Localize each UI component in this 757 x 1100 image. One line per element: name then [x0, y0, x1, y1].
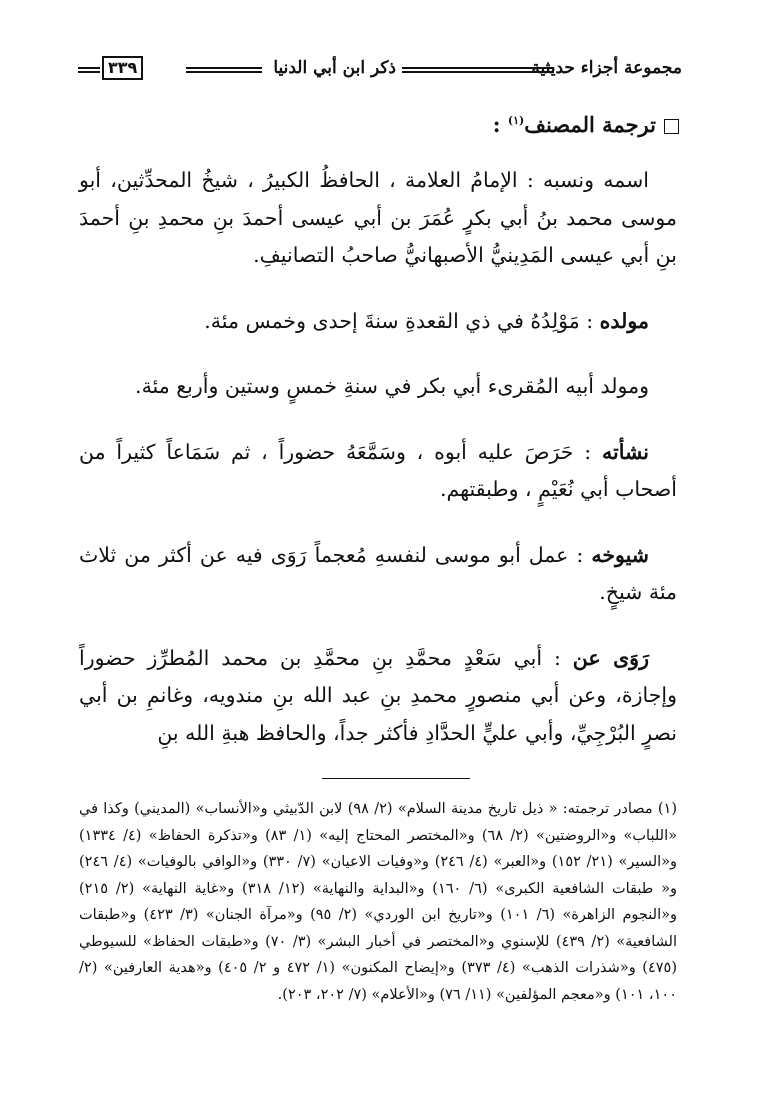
paragraph-narrated-from — [79, 640, 677, 753]
paragraph-upbringing — [79, 434, 677, 509]
paragraph-text: اسمه ونسبه : الإمامُ العلامة ، الحافظُ الكبيرُ ، شيخُ المحدِّثين، أبو موسى محمد بنُ أبي بكرٍ عُمَرَ بن أبي عيسى أحمدَ بنِ محمدِ بنِ أحمدَ بنِ أبي عيسى المَدِينيُّ الأصبهانيُّ صاحبُ التصانيفِ. — [79, 168, 677, 267]
section-heading — [79, 112, 679, 137]
book-title: مجموعة أجزاء حديثية — [531, 58, 682, 78]
main-text — [79, 162, 677, 752]
paragraph-name — [79, 162, 677, 275]
paragraph-text: : عمل أبو موسى لنفسهِ مُعجماً رَوَى فيه عن أكثر من ثلاث مئة شيخٍ. — [79, 542, 677, 604]
section-colon: : — [492, 112, 501, 137]
running-header — [78, 52, 682, 88]
checkbox-square-icon — [664, 119, 679, 134]
paragraph-label: نشأته — [602, 439, 649, 464]
chapter-title: ذكر ابن أبي الدنيا — [273, 58, 396, 78]
header-rule — [78, 67, 100, 73]
paragraph-text: ومولد أبيه المُقرىء أبي بكر في سنةِ خمسٍ وستين وأربع مئة. — [135, 374, 649, 398]
footnote-separator — [322, 778, 470, 779]
footnote — [79, 796, 677, 1008]
page-number: ٣٣٩ — [102, 56, 143, 80]
header-rule — [186, 67, 262, 73]
paragraph-teachers — [79, 537, 677, 612]
footnote-marker: (١) — [507, 114, 525, 127]
paragraph-text: : حَرَصَ عليه أبوه ، وسَمَّعَهُ حضوراً ، ثم سَمَاعاً كثيراً من أصحاب أبي نُعَيْمٍ ، وطبقتهم. — [79, 439, 677, 501]
section-title: ترجمة المصنف — [524, 112, 656, 137]
paragraph-label: رَوَى عن — [572, 645, 649, 670]
paragraph-birth — [79, 303, 677, 341]
paragraph-text: : أبي سَعْدٍ محمَّدِ بنِ محمَّدِ بن محمد المُطرِّز حضوراً وإجازة، وعن أبي منصورٍ محمدِ بنِ عبد الله بنِ مندويه، وغانمِ بن أبي نصرٍ البُرْجِيِّ، وأبي عليٍّ الحدَّادِ فأكثر جداً، والحافظ هبةِ الله بنِ — [79, 645, 677, 745]
footnote-text: (١) مصادر ترجمته: « ذيل تاريخ مدينة السلام» (٢/ ٩٨) لابن الدّبيثي و«الأنساب» (المديني) وكذا في «اللباب» و«الروضتين» (٢/ ٦٨) و«المختصر المحتاج إليه» (١/ ٨٣) و«تذكرة الحفاظ» (٤/ ١٣٣٤) و«السير» (٢١/ ١٥٢) و«العبر» (٤/ ٢٤٦) و«وفيات الاعيان» (٧/ ٣٣٠) و«الوافي بالوفيات» (٤/ ٢٤٦) و« طبقات الشافعية الكبرى» (٦/ ١٦٠) و«البداية والنهاية» (١٢/ ٣١٨) و«غاية النهاية» (٢/ ٢١٥) و«النجوم الزاهرة» (٦/ ١٠١) و«تاريخ ابن الوردي» (٢/ ٩٥) و«مرآة الجنان» (٣/ ٤٢٣) و«طبقات الشافعية» (٢/ ٤٣٩) للإسنوي و«المختصر في أخبار البشر» (٣/ ٧٠) و«طبقات الحفاظ» للسيوطي (٤٧٥) و«شذرات الذهب» (٤/ ٣٧٣) و«إيضاح المكنون» (١/ ٤٧٢ و ٢/ ٤٠٥) و«هدية العارفين» (٢/ ١٠٠، ١٠١) و«معجم المؤلفين» (١١/ ٧٦) و«الأعلام» (٧/ ٢٠٢، ٢٠٣). — [79, 801, 678, 1003]
paragraph-label: شيوخه — [591, 542, 649, 567]
paragraph-label: مولده — [599, 308, 649, 333]
paragraph-text: : مَوْلِدُهُ في ذي القعدةِ سنةَ إحدى وخمس مئة. — [204, 308, 594, 333]
paragraph-father-birth — [79, 368, 677, 406]
